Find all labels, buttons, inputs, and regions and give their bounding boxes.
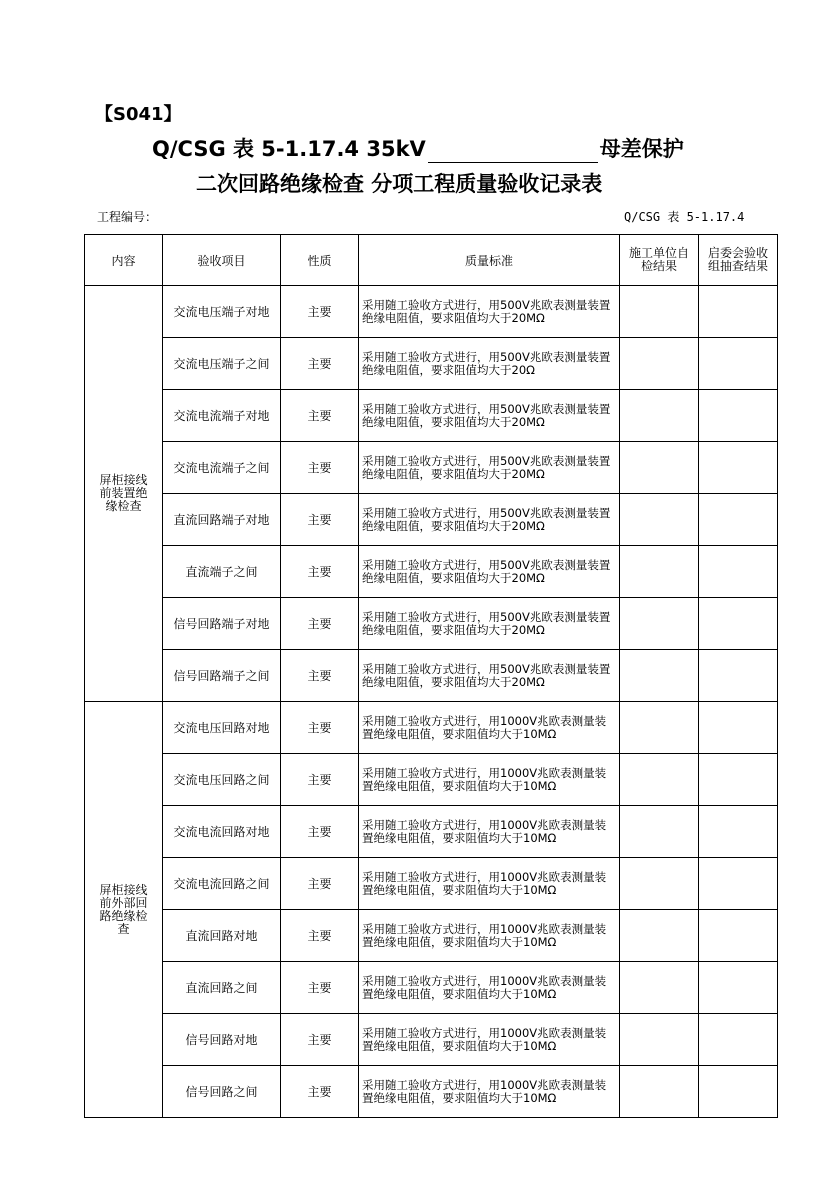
committee-check-result-cell[interactable]: [699, 806, 778, 858]
table-row: [85, 390, 778, 442]
nature-cell: 主要: [281, 754, 359, 806]
standard-cell: 采用随工验收方式进行，用1000V兆欧表测量装置绝缘电阻值，要求阻值均大于10MΩ: [359, 910, 620, 962]
nature-cell: 主要: [281, 806, 359, 858]
header-content: 内容: [85, 235, 163, 286]
table-row: [85, 754, 778, 806]
standard-cell: 采用随工验收方式进行，用1000V兆欧表测量装置绝缘电阻值，要求阻值均大于10MΩ: [359, 806, 620, 858]
self-check-result-cell[interactable]: [620, 650, 699, 702]
standard-cell: 采用随工验收方式进行，用500V兆欧表测量装置绝缘电阻值，要求阻值均大于20Ω: [359, 338, 620, 390]
section-content-cell: 屏柜接线前装置绝缘检查: [85, 286, 163, 702]
form-code: 【S041】: [95, 104, 182, 125]
section-content-cell: 屏柜接线前外部回路绝缘检查: [85, 702, 163, 1118]
nature-cell: 主要: [281, 650, 359, 702]
committee-check-result-cell[interactable]: [699, 494, 778, 546]
item-cell: 直流回路之间: [163, 962, 281, 1014]
standard-cell: 采用随工验收方式进行，用1000V兆欧表测量装置绝缘电阻值，要求阻值均大于10MΩ: [359, 702, 620, 754]
nature-cell: 主要: [281, 442, 359, 494]
standard-cell: 采用随工验收方式进行，用500V兆欧表测量装置绝缘电阻值，要求阻值均大于20MΩ: [359, 390, 620, 442]
item-cell: 信号回路之间: [163, 1066, 281, 1118]
self-check-result-cell[interactable]: [620, 806, 699, 858]
table-row: [85, 1066, 778, 1118]
inspection-table: [84, 234, 778, 1118]
committee-check-result-cell[interactable]: [699, 650, 778, 702]
table-row: [85, 962, 778, 1014]
committee-check-result-cell[interactable]: [699, 962, 778, 1014]
item-cell: 交流电压端子之间: [163, 338, 281, 390]
self-check-result-cell[interactable]: [620, 702, 699, 754]
self-check-result-cell[interactable]: [620, 598, 699, 650]
self-check-result-cell[interactable]: [620, 546, 699, 598]
item-cell: 交流电压回路之间: [163, 754, 281, 806]
committee-check-result-cell[interactable]: [699, 286, 778, 338]
nature-cell: 主要: [281, 910, 359, 962]
standard-cell: 采用随工验收方式进行，用1000V兆欧表测量装置绝缘电阻值，要求阻值均大于10MΩ: [359, 1014, 620, 1066]
table-row: [85, 650, 778, 702]
table-row: [85, 910, 778, 962]
title-line-1: [152, 133, 684, 163]
standard-cell: 采用随工验收方式进行，用500V兆欧表测量装置绝缘电阻值，要求阻值均大于20MΩ: [359, 494, 620, 546]
table-row: [85, 702, 778, 754]
table-row: [85, 338, 778, 390]
self-check-result-cell[interactable]: [620, 910, 699, 962]
title-prefix: Q/CSG 表 5-1.17.4 35kV: [152, 137, 426, 161]
committee-check-result-cell[interactable]: [699, 338, 778, 390]
table-row: [85, 858, 778, 910]
table-row: [85, 494, 778, 546]
table-row: [85, 598, 778, 650]
committee-check-result-cell[interactable]: [699, 754, 778, 806]
self-check-result-cell[interactable]: [620, 754, 699, 806]
station-name-blank[interactable]: [428, 140, 598, 163]
standard-cell: 采用随工验收方式进行，用500V兆欧表测量装置绝缘电阻值，要求阻值均大于20MΩ: [359, 598, 620, 650]
item-cell: 交流电流回路对地: [163, 806, 281, 858]
nature-cell: 主要: [281, 1066, 359, 1118]
self-check-result-cell[interactable]: [620, 858, 699, 910]
standard-cell: 采用随工验收方式进行，用500V兆欧表测量装置绝缘电阻值，要求阻值均大于20MΩ: [359, 286, 620, 338]
nature-cell: 主要: [281, 546, 359, 598]
self-check-result-cell[interactable]: [620, 390, 699, 442]
nature-cell: 主要: [281, 338, 359, 390]
self-check-result-cell[interactable]: [620, 1014, 699, 1066]
item-cell: 交流电流端子之间: [163, 442, 281, 494]
standard-cell: 采用随工验收方式进行，用500V兆欧表测量装置绝缘电阻值，要求阻值均大于20MΩ: [359, 442, 620, 494]
header-committee-check: 启委会验收组抽查结果: [699, 235, 778, 286]
item-cell: 交流电压端子对地: [163, 286, 281, 338]
header-item: 验收项目: [163, 235, 281, 286]
item-cell: 交流电流端子对地: [163, 390, 281, 442]
standard-cell: 采用随工验收方式进行，用500V兆欧表测量装置绝缘电阻值，要求阻值均大于20MΩ: [359, 546, 620, 598]
project-number-label: 工程编号：: [97, 210, 158, 224]
committee-check-result-cell[interactable]: [699, 910, 778, 962]
committee-check-result-cell[interactable]: [699, 1066, 778, 1118]
table-body: [85, 286, 778, 1118]
table-row: [85, 1014, 778, 1066]
nature-cell: 主要: [281, 858, 359, 910]
committee-check-result-cell[interactable]: [699, 858, 778, 910]
standard-cell: 采用随工验收方式进行，用1000V兆欧表测量装置绝缘电阻值，要求阻值均大于10MΩ: [359, 754, 620, 806]
self-check-result-cell[interactable]: [620, 962, 699, 1014]
nature-cell: 主要: [281, 598, 359, 650]
committee-check-result-cell[interactable]: [699, 442, 778, 494]
header-standard: 质量标准: [359, 235, 620, 286]
self-check-result-cell[interactable]: [620, 338, 699, 390]
title-line-2: 二次回路绝缘检查 分项工程质量验收记录表: [196, 172, 603, 196]
standard-cell: 采用随工验收方式进行，用500V兆欧表测量装置绝缘电阻值，要求阻值均大于20MΩ: [359, 650, 620, 702]
table-row: [85, 286, 778, 338]
nature-cell: 主要: [281, 702, 359, 754]
item-cell: 直流回路端子对地: [163, 494, 281, 546]
item-cell: 信号回路端子之间: [163, 650, 281, 702]
form-number: Q/CSG 表 5-1.17.4: [624, 210, 745, 224]
title-suffix: 母差保护: [599, 137, 684, 161]
self-check-result-cell[interactable]: [620, 286, 699, 338]
table-row: [85, 806, 778, 858]
table-row: [85, 442, 778, 494]
nature-cell: 主要: [281, 962, 359, 1014]
self-check-result-cell[interactable]: [620, 442, 699, 494]
self-check-result-cell[interactable]: [620, 494, 699, 546]
table-header-row: [85, 235, 778, 286]
table-row: [85, 546, 778, 598]
item-cell: 交流电压回路对地: [163, 702, 281, 754]
nature-cell: 主要: [281, 494, 359, 546]
committee-check-result-cell[interactable]: [699, 390, 778, 442]
committee-check-result-cell[interactable]: [699, 598, 778, 650]
item-cell: 信号回路对地: [163, 1014, 281, 1066]
nature-cell: 主要: [281, 1014, 359, 1066]
standard-cell: 采用随工验收方式进行，用1000V兆欧表测量装置绝缘电阻值，要求阻值均大于10MΩ: [359, 962, 620, 1014]
nature-cell: 主要: [281, 390, 359, 442]
committee-check-result-cell[interactable]: [699, 546, 778, 598]
item-cell: 信号回路端子对地: [163, 598, 281, 650]
standard-cell: 采用随工验收方式进行，用1000V兆欧表测量装置绝缘电阻值，要求阻值均大于10MΩ: [359, 1066, 620, 1118]
item-cell: 交流电流回路之间: [163, 858, 281, 910]
standard-cell: 采用随工验收方式进行，用1000V兆欧表测量装置绝缘电阻值，要求阻值均大于10MΩ: [359, 858, 620, 910]
item-cell: 直流回路对地: [163, 910, 281, 962]
nature-cell: 主要: [281, 286, 359, 338]
header-nature: 性质: [281, 235, 359, 286]
self-check-result-cell[interactable]: [620, 1066, 699, 1118]
committee-check-result-cell[interactable]: [699, 1014, 778, 1066]
header-self-check: 施工单位自检结果: [620, 235, 699, 286]
item-cell: 直流端子之间: [163, 546, 281, 598]
committee-check-result-cell[interactable]: [699, 702, 778, 754]
